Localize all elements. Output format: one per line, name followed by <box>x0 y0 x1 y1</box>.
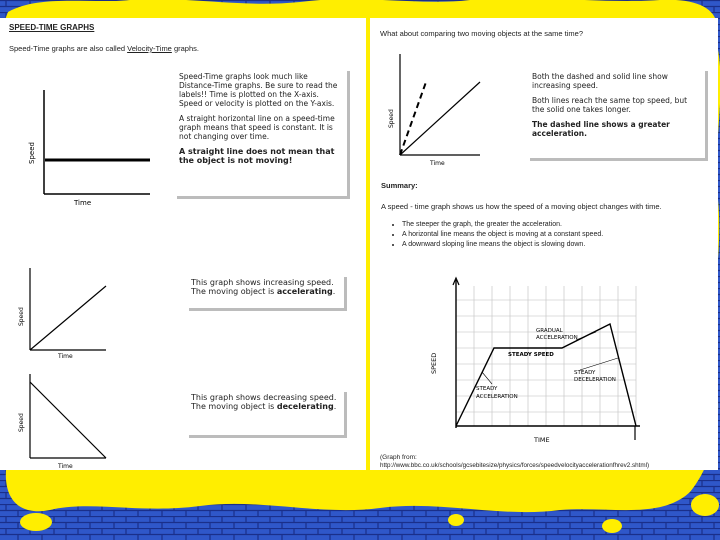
graph-source-label: (Graph from: <box>380 454 417 461</box>
pointer-line <box>482 372 492 384</box>
explanation-box <box>174 68 347 196</box>
yellow-droplet <box>20 513 52 531</box>
box3-suffix: . <box>333 402 337 411</box>
summary-list <box>382 221 720 250</box>
label-steady-speed: STEADY SPEED <box>508 352 554 358</box>
increasing-speed-box <box>186 274 344 308</box>
yellow-droplet <box>448 514 464 526</box>
label-steady-accel-2: ACCELERATION <box>476 394 518 400</box>
label-steady-accel-1: STEADY <box>476 386 498 392</box>
box1-paragraph-2: A straight horizontal line on a speed-time graph means that speed is constant. It is not changing over time. <box>179 114 335 141</box>
velocity-time-term: Velocity-Time <box>127 44 172 53</box>
list-item: • A downward sloping line means the object is slowing down. <box>402 241 720 250</box>
speed-time-journey-graph <box>410 276 648 454</box>
comparison-box <box>527 68 705 158</box>
constant-speed-graph <box>22 86 152 206</box>
pointer-line <box>576 332 596 340</box>
box3-line-1: This graph shows decreasing speed. <box>191 393 337 402</box>
intro-after: graphs. <box>171 44 199 53</box>
graph-source-url: http://www.bbc.co.uk/schools/gcsebitesize/physics/forces/speedvelocityaccelerationfhrev2.shtml) <box>380 462 650 469</box>
label-gradual-acceleration: ACCELERATION <box>536 335 578 341</box>
intro-before: Speed-Time graphs are also called <box>9 44 128 53</box>
y-axis-label: Speed <box>18 413 25 432</box>
decreasing-speed-box <box>186 389 344 435</box>
comparison-graph <box>384 50 484 170</box>
y-axis-label: Speed <box>388 109 395 128</box>
summary-heading: Summary: <box>381 181 418 190</box>
label-steady-decel-2: DECELERATION <box>574 377 616 383</box>
x-axis-label: TIME <box>534 436 550 444</box>
list-item: • The steeper the graph, the greater the acceleration. <box>402 221 720 230</box>
yellow-droplet <box>691 494 719 516</box>
yellow-droplet <box>602 519 622 533</box>
decreasing-line <box>30 382 106 458</box>
box2-prefix: The moving object is <box>191 287 277 296</box>
solid-line <box>400 82 480 155</box>
x-axis-label: Time <box>58 353 73 360</box>
y-axis-label: Speed <box>18 307 25 326</box>
list-item: • A horizontal line means the object is moving at a constant speed. <box>402 231 720 240</box>
compare-paragraph-2: Both lines reach the same top speed, but the solid one takes longer. <box>532 96 688 114</box>
box3-line-2 <box>191 402 339 411</box>
x-axis-label: Time <box>58 463 73 470</box>
y-axis-label: SPEED <box>430 352 438 374</box>
box2-suffix: . <box>332 287 336 296</box>
page-heading: SPEED-TIME GRAPHS <box>9 23 95 32</box>
accelerating-keyword: accelerating <box>276 287 333 296</box>
box1-paragraph-3: A straight line does not mean that the object is not moving! <box>179 147 335 165</box>
decelerating-keyword: decelerating <box>276 402 334 411</box>
box2-line-1: This graph shows increasing speed. <box>191 278 334 287</box>
box3-prefix: The moving object is <box>191 402 277 411</box>
intro-text <box>9 44 199 53</box>
x-axis-label: Time <box>430 160 445 167</box>
box1-paragraph-1: Speed-Time graphs look much like Distance-Time graphs. Be sure to read the labels!! Time is plotted on the X-axis. Speed or velocity is plotted on the Y-axis. <box>179 72 338 108</box>
label-steady-decel-1: STEADY <box>574 370 596 376</box>
y-axis-label: Speed <box>28 142 36 164</box>
label-gradual: GRADUAL <box>536 328 563 334</box>
increasing-speed-graph <box>14 266 114 360</box>
compare-paragraph-3: The dashed line shows a greater acceleration. <box>532 120 670 138</box>
decreasing-speed-graph <box>14 372 114 472</box>
increasing-line <box>30 286 106 350</box>
summary-text: A speed - time graph shows us how the speed of a moving object changes with time. <box>381 202 662 211</box>
comparison-question: What about comparing two moving objects at the same time? <box>380 29 584 38</box>
right-document-page <box>370 18 718 470</box>
compare-paragraph-1: Both the dashed and solid line show increasing speed. <box>532 72 668 90</box>
left-document-page <box>0 18 366 470</box>
box2-line-2 <box>191 287 339 296</box>
x-axis-label: Time <box>74 199 92 206</box>
dashed-line <box>400 82 426 155</box>
